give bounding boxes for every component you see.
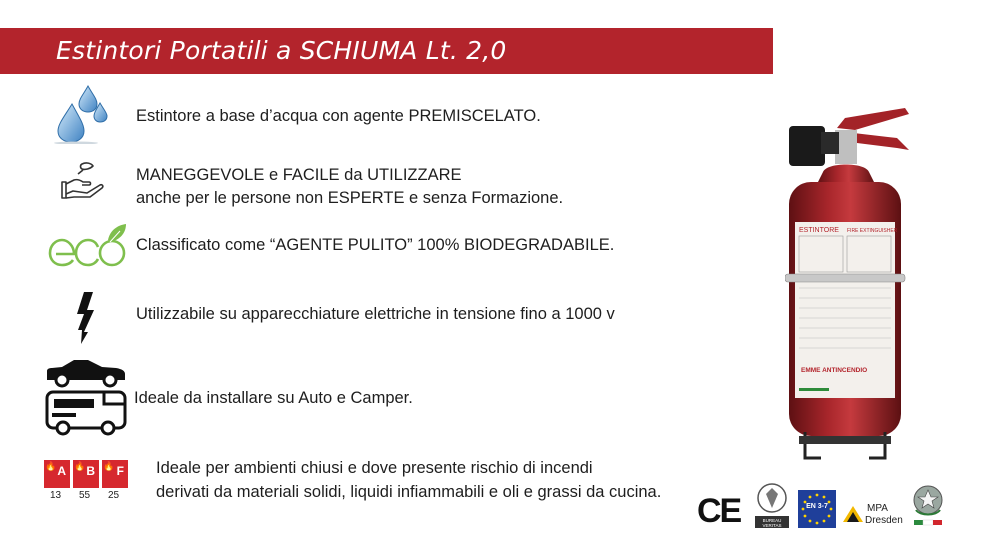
title-banner (0, 28, 773, 74)
fire-class-b-rating: 55 (79, 490, 91, 501)
fire-class-b: 🔥 B (73, 460, 99, 488)
feature-text-fire-classes-2: derivati da materiali solidi, liquidi infiammabili e oli e grassi da cucina. (156, 483, 662, 501)
feature-text-vehicles: Ideale da installare su Auto e Camper. (134, 389, 413, 407)
fire-class-f-letter: F (116, 464, 124, 478)
eco-logo-icon (44, 222, 128, 270)
water-drops-icon (52, 84, 114, 144)
fire-class-a-letter: A (57, 464, 66, 478)
mpa-dresden-logo (843, 500, 909, 530)
label-left-title: ESTINTORE (799, 227, 839, 234)
lightning-bolt-icon (74, 292, 100, 344)
fire-class-f: 🔥 F (102, 460, 128, 488)
label-brand: EMME ANTINCENDIO (801, 367, 868, 374)
feature-text-water: Estintore a base d’acqua con agente PREMISCELATO. (136, 107, 541, 125)
fire-class-a-rating: 13 (50, 490, 62, 501)
feature-text-eco: Classificato come “AGENTE PULITO” 100% BIODEGRADABILE. (136, 236, 615, 254)
bureau-veritas-text: BUREAU VERITAS (762, 518, 782, 528)
feature-text-handling-1: MANEGGEVOLE e FACILE da UTILIZZARE (136, 166, 462, 184)
fire-class-f-rating: 25 (108, 490, 120, 501)
italian-emblem-logo (910, 482, 946, 528)
feature-text-handling-2: anche per le persone non ESPERTE e senza Formazione. (136, 189, 564, 207)
dresden-text: Dresden (865, 515, 903, 526)
car-camper-icon (44, 358, 128, 438)
bureau-veritas-logo (752, 482, 792, 530)
hand-leaf-icon (60, 160, 106, 200)
eu-mark-logo (798, 490, 836, 528)
fire-class-b-letter: B (86, 464, 95, 478)
label-right-title: FIRE EXTINGUISHER (847, 228, 898, 234)
eu-mark-text: EN 3-7 (806, 503, 828, 510)
fire-class-icons (44, 460, 130, 504)
fire-class-a: 🔥 A (44, 460, 70, 488)
feature-text-fire-classes-1: Ideale per ambienti chiusi e dove presente rischio di incendi (156, 459, 593, 477)
fire-extinguisher-image (785, 102, 915, 472)
mpa-text: MPA (867, 503, 888, 514)
ce-mark: CE (697, 492, 741, 530)
feature-text-electrical: Utilizzabile su apparecchiature elettriche in tensione fino a 1000 v (136, 305, 615, 323)
page-title: Estintori Portatili a SCHIUMA Lt. 2,0 (56, 36, 507, 65)
